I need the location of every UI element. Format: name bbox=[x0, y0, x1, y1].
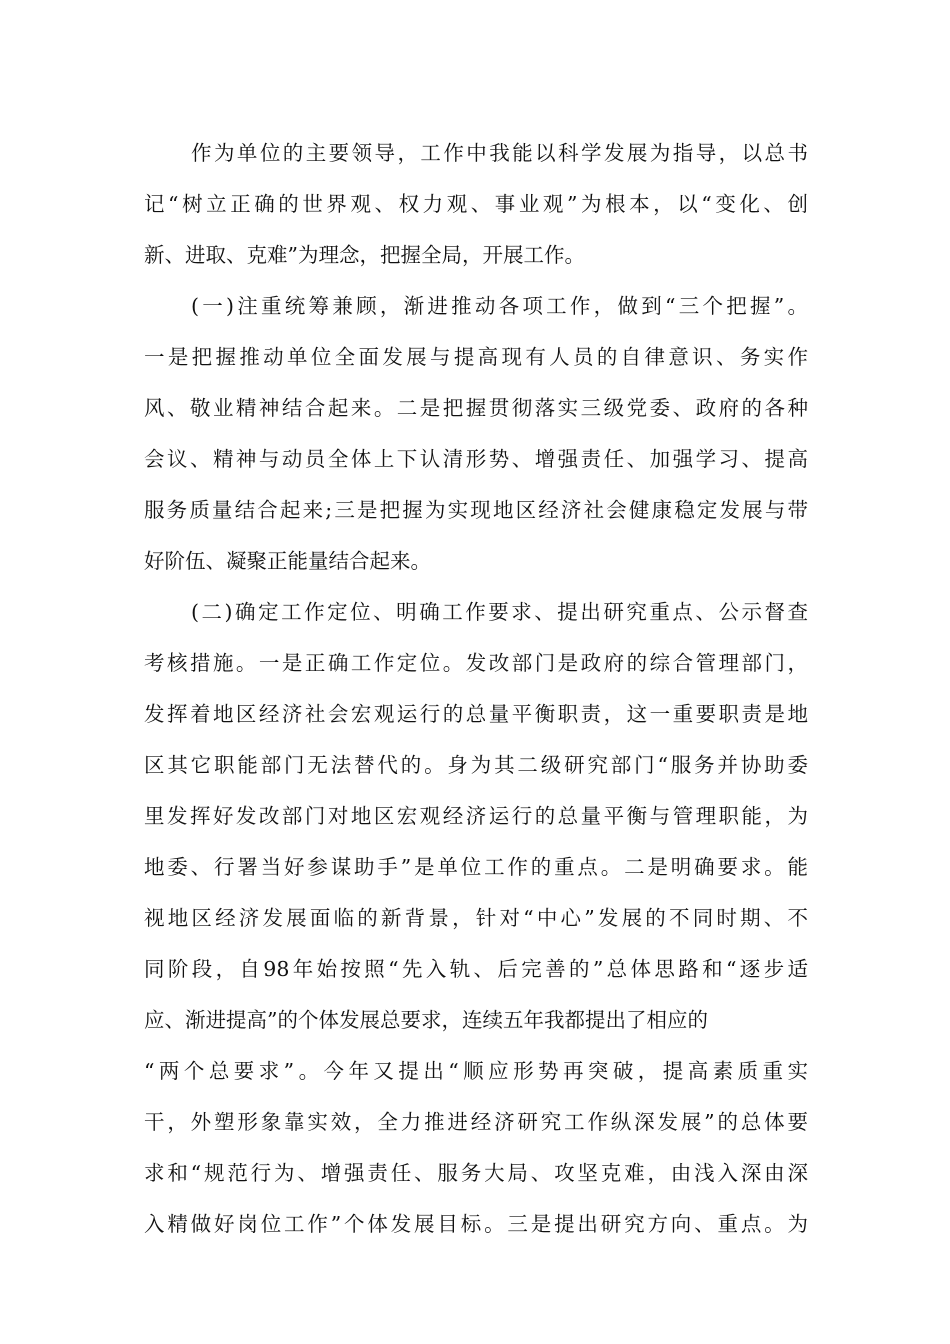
text-line: 发挥着地区经济社会宏观运行的总量平衡职责，这一重要职责是地 bbox=[144, 702, 808, 726]
text-line: 记“树立正确的世界观、权力观、事业观”为根本，以“变化、创 bbox=[144, 192, 808, 216]
text-line: 入精做好岗位工作”个体发展目标。三是提出研究方向、重点。为 bbox=[144, 1212, 808, 1236]
text-line: 风、敬业精神结合起来。二是把握贯彻落实三级党委、政府的各种 bbox=[144, 396, 808, 420]
text-line: 里发挥好发改部门对地区宏观经济运行的总量平衡与管理职能，为 bbox=[144, 804, 808, 828]
paragraph-2 bbox=[144, 281, 808, 587]
text-line: 服务质量结合起来;三是把握为实现地区经济社会健康稳定发展与带 bbox=[144, 498, 808, 522]
text-line: 考核措施。一是正确工作定位。发改部门是政府的综合管理部门， bbox=[144, 651, 808, 675]
text-line: 会议、精神与动员全体上下认清形势、增强责任、加强学习、提高 bbox=[144, 447, 808, 471]
body-text bbox=[144, 128, 808, 1250]
text-line: 同阶段，自98年始按照“先入轨、后完善的”总体思路和“逐步适 bbox=[144, 957, 808, 981]
text-line: 区其它职能部门无法替代的。身为其二级研究部门“服务并协助委 bbox=[144, 753, 808, 777]
text-line: 好阶伍、凝聚正能量结合起来。 bbox=[144, 549, 431, 573]
text-line: 作为单位的主要领导，工作中我能以科学发展为指导，以总书 bbox=[191, 141, 808, 165]
paragraph-1 bbox=[144, 128, 808, 281]
text-line: 一是把握推动单位全面发展与提高现有人员的自律意识、务实作 bbox=[144, 345, 808, 369]
text-line: 视地区经济发展面临的新背景，针对“中心”发展的不同时期、不 bbox=[144, 906, 808, 930]
text-line: 求和“规范行为、增强责任、服务大局、攻坚克难，由浅入深由深 bbox=[144, 1161, 808, 1185]
text-line: “两个总要求”。今年又提出“顺应形势再突破，提高素质重实 bbox=[144, 1059, 808, 1083]
text-line: (一)注重统筹兼顾，渐进推动各项工作，做到“三个把握”。 bbox=[191, 294, 808, 318]
text-line: 新、进取、克难”为理念，把握全局，开展工作。 bbox=[144, 243, 585, 267]
text-line: 应、渐进提高”的个体发展总要求，连续五年我都提出了相应的 bbox=[144, 1008, 708, 1032]
text-line: 干，外塑形象靠实效，全力推进经济研究工作纵深发展”的总体要 bbox=[144, 1110, 808, 1134]
paragraph-3 bbox=[144, 587, 808, 1250]
text-line: 地委、行署当好参谋助手”是单位工作的重点。二是明确要求。能 bbox=[144, 855, 808, 879]
text-line: (二)确定工作定位、明确工作要求、提出研究重点、公示督查 bbox=[191, 600, 808, 624]
